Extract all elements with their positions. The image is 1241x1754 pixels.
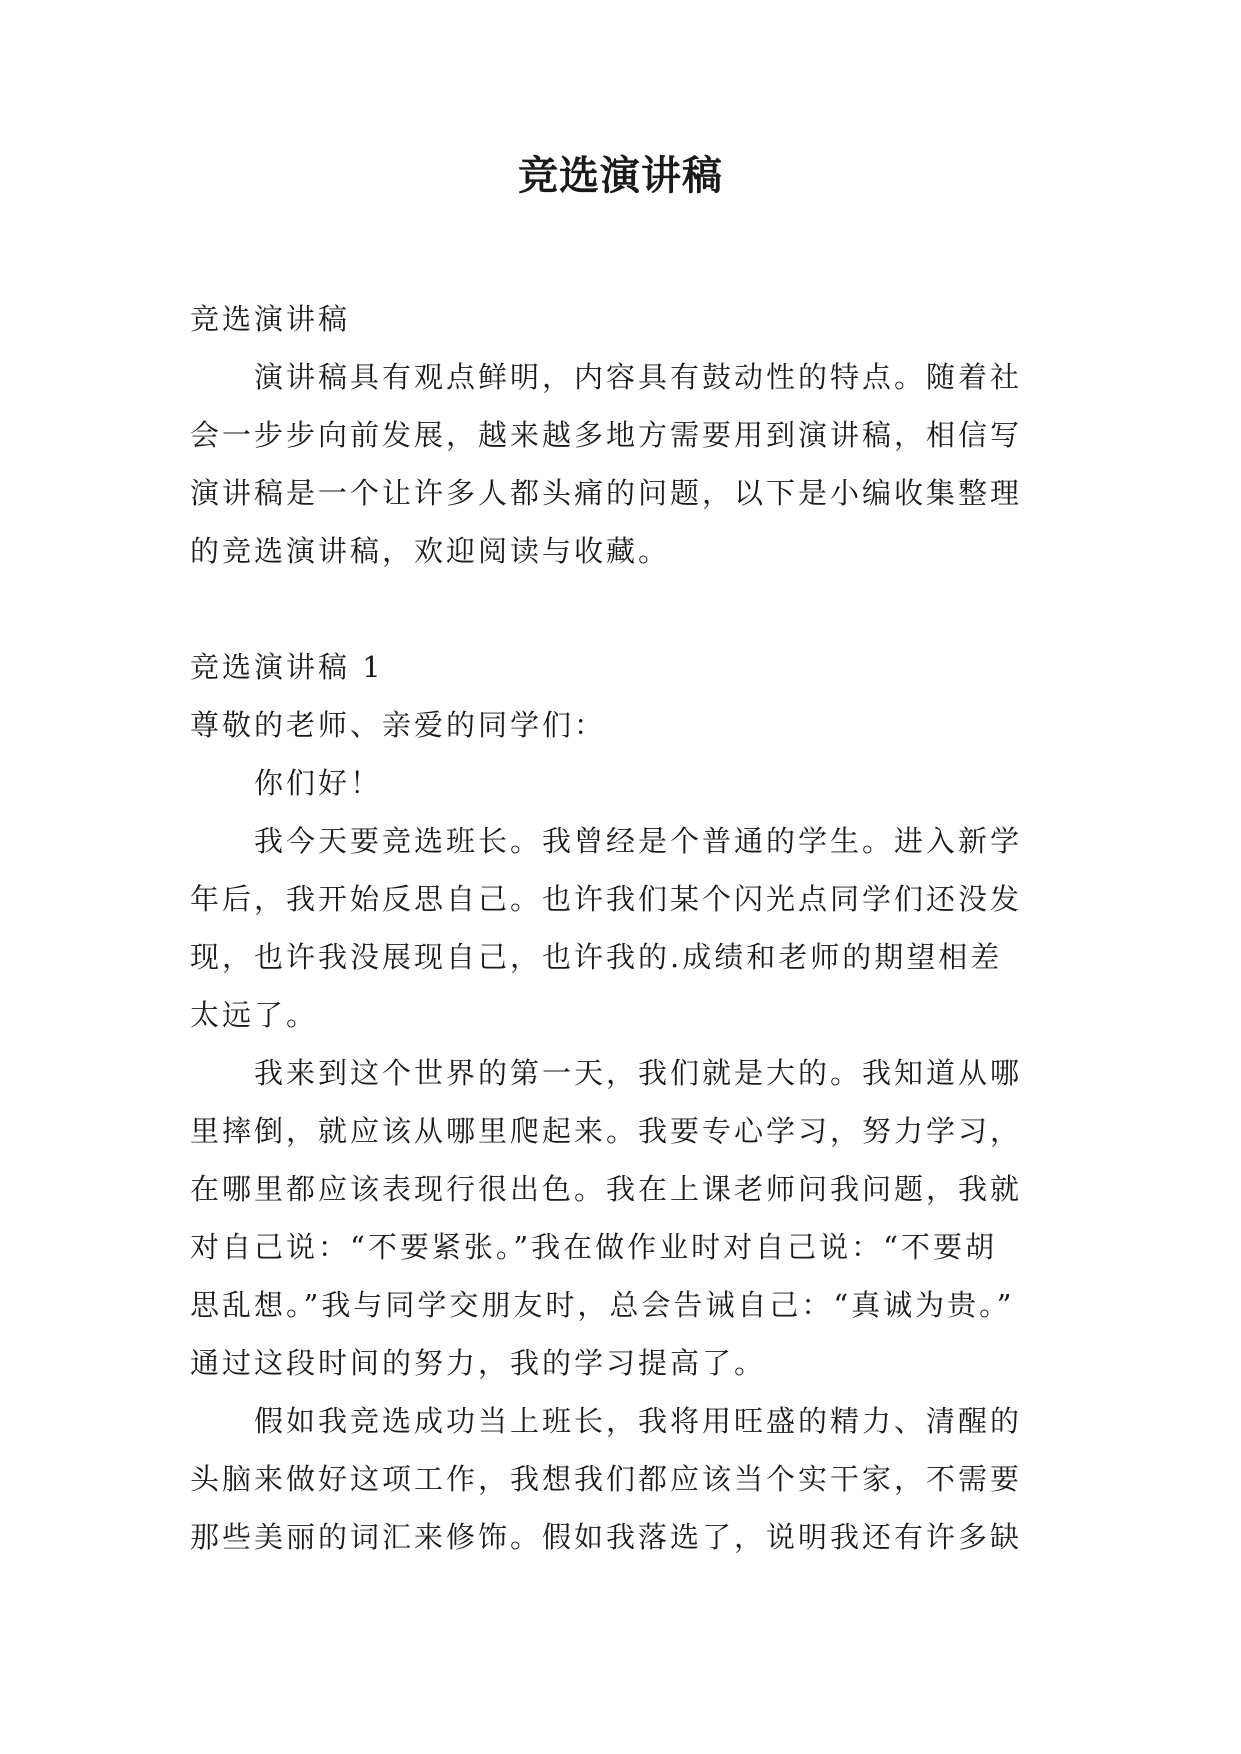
paragraph-line: 我来到这个世界的第一天，我们就是大的。我知道从哪	[254, 1056, 1023, 1090]
paragraph-line: 在哪里都应该表现行很出色。我在上课老师问我问题，我就	[190, 1172, 1023, 1206]
document-subtitle: 竞选演讲稿	[190, 302, 351, 336]
intro-line: 会一步步向前发展，越来越多地方需要用到演讲稿，相信写	[190, 418, 1023, 452]
greeting: 你们好！	[254, 766, 383, 800]
paragraph-line: 对自己说：“不要紧张。”我在做作业时对自己说：“不要胡	[190, 1230, 997, 1264]
paragraph-line: 太远了。	[190, 998, 319, 1032]
paragraph-line: 思乱想。”我与同学交朋友时，总会告诫自己：“真诚为贵。”	[190, 1288, 1015, 1322]
document-title: 竞选演讲稿	[518, 152, 723, 199]
paragraph-line: 现，也许我没展现自己，也许我的.成绩和老师的期望相差	[190, 940, 1003, 974]
section-title: 竞选演讲稿 1	[190, 650, 384, 684]
document-body	[190, 290, 1055, 1566]
paragraph-line: 年后，我开始反思自己。也许我们某个闪光点同学们还没发	[190, 882, 1023, 916]
paragraph-line: 通过这段时间的努力，我的学习提高了。	[190, 1346, 767, 1380]
intro-line: 演讲稿具有观点鲜明，内容具有鼓动性的特点。随着社	[254, 360, 1023, 394]
paragraph-line: 那些美丽的词汇来修饰。假如我落选了，说明我还有许多缺	[190, 1520, 1023, 1554]
paragraph-spacer	[190, 580, 1055, 638]
paragraph-line: 假如我竞选成功当上班长，我将用旺盛的精力、清醒的	[254, 1404, 1023, 1438]
paragraph-line: 里摔倒，就应该从哪里爬起来。我要专心学习，努力学习，	[190, 1114, 1023, 1148]
intro-line: 的竞选演讲稿，欢迎阅读与收藏。	[190, 534, 671, 568]
salutation: 尊敬的老师、亲爱的同学们：	[190, 708, 607, 742]
paragraph-line: 我今天要竞选班长。我曾经是个普通的学生。进入新学	[254, 824, 1023, 858]
paragraph-line: 头脑来做好这项工作，我想我们都应该当个实干家，不需要	[190, 1462, 1023, 1496]
intro-line: 演讲稿是一个让许多人都头痛的问题，以下是小编收集整理	[190, 476, 1023, 510]
